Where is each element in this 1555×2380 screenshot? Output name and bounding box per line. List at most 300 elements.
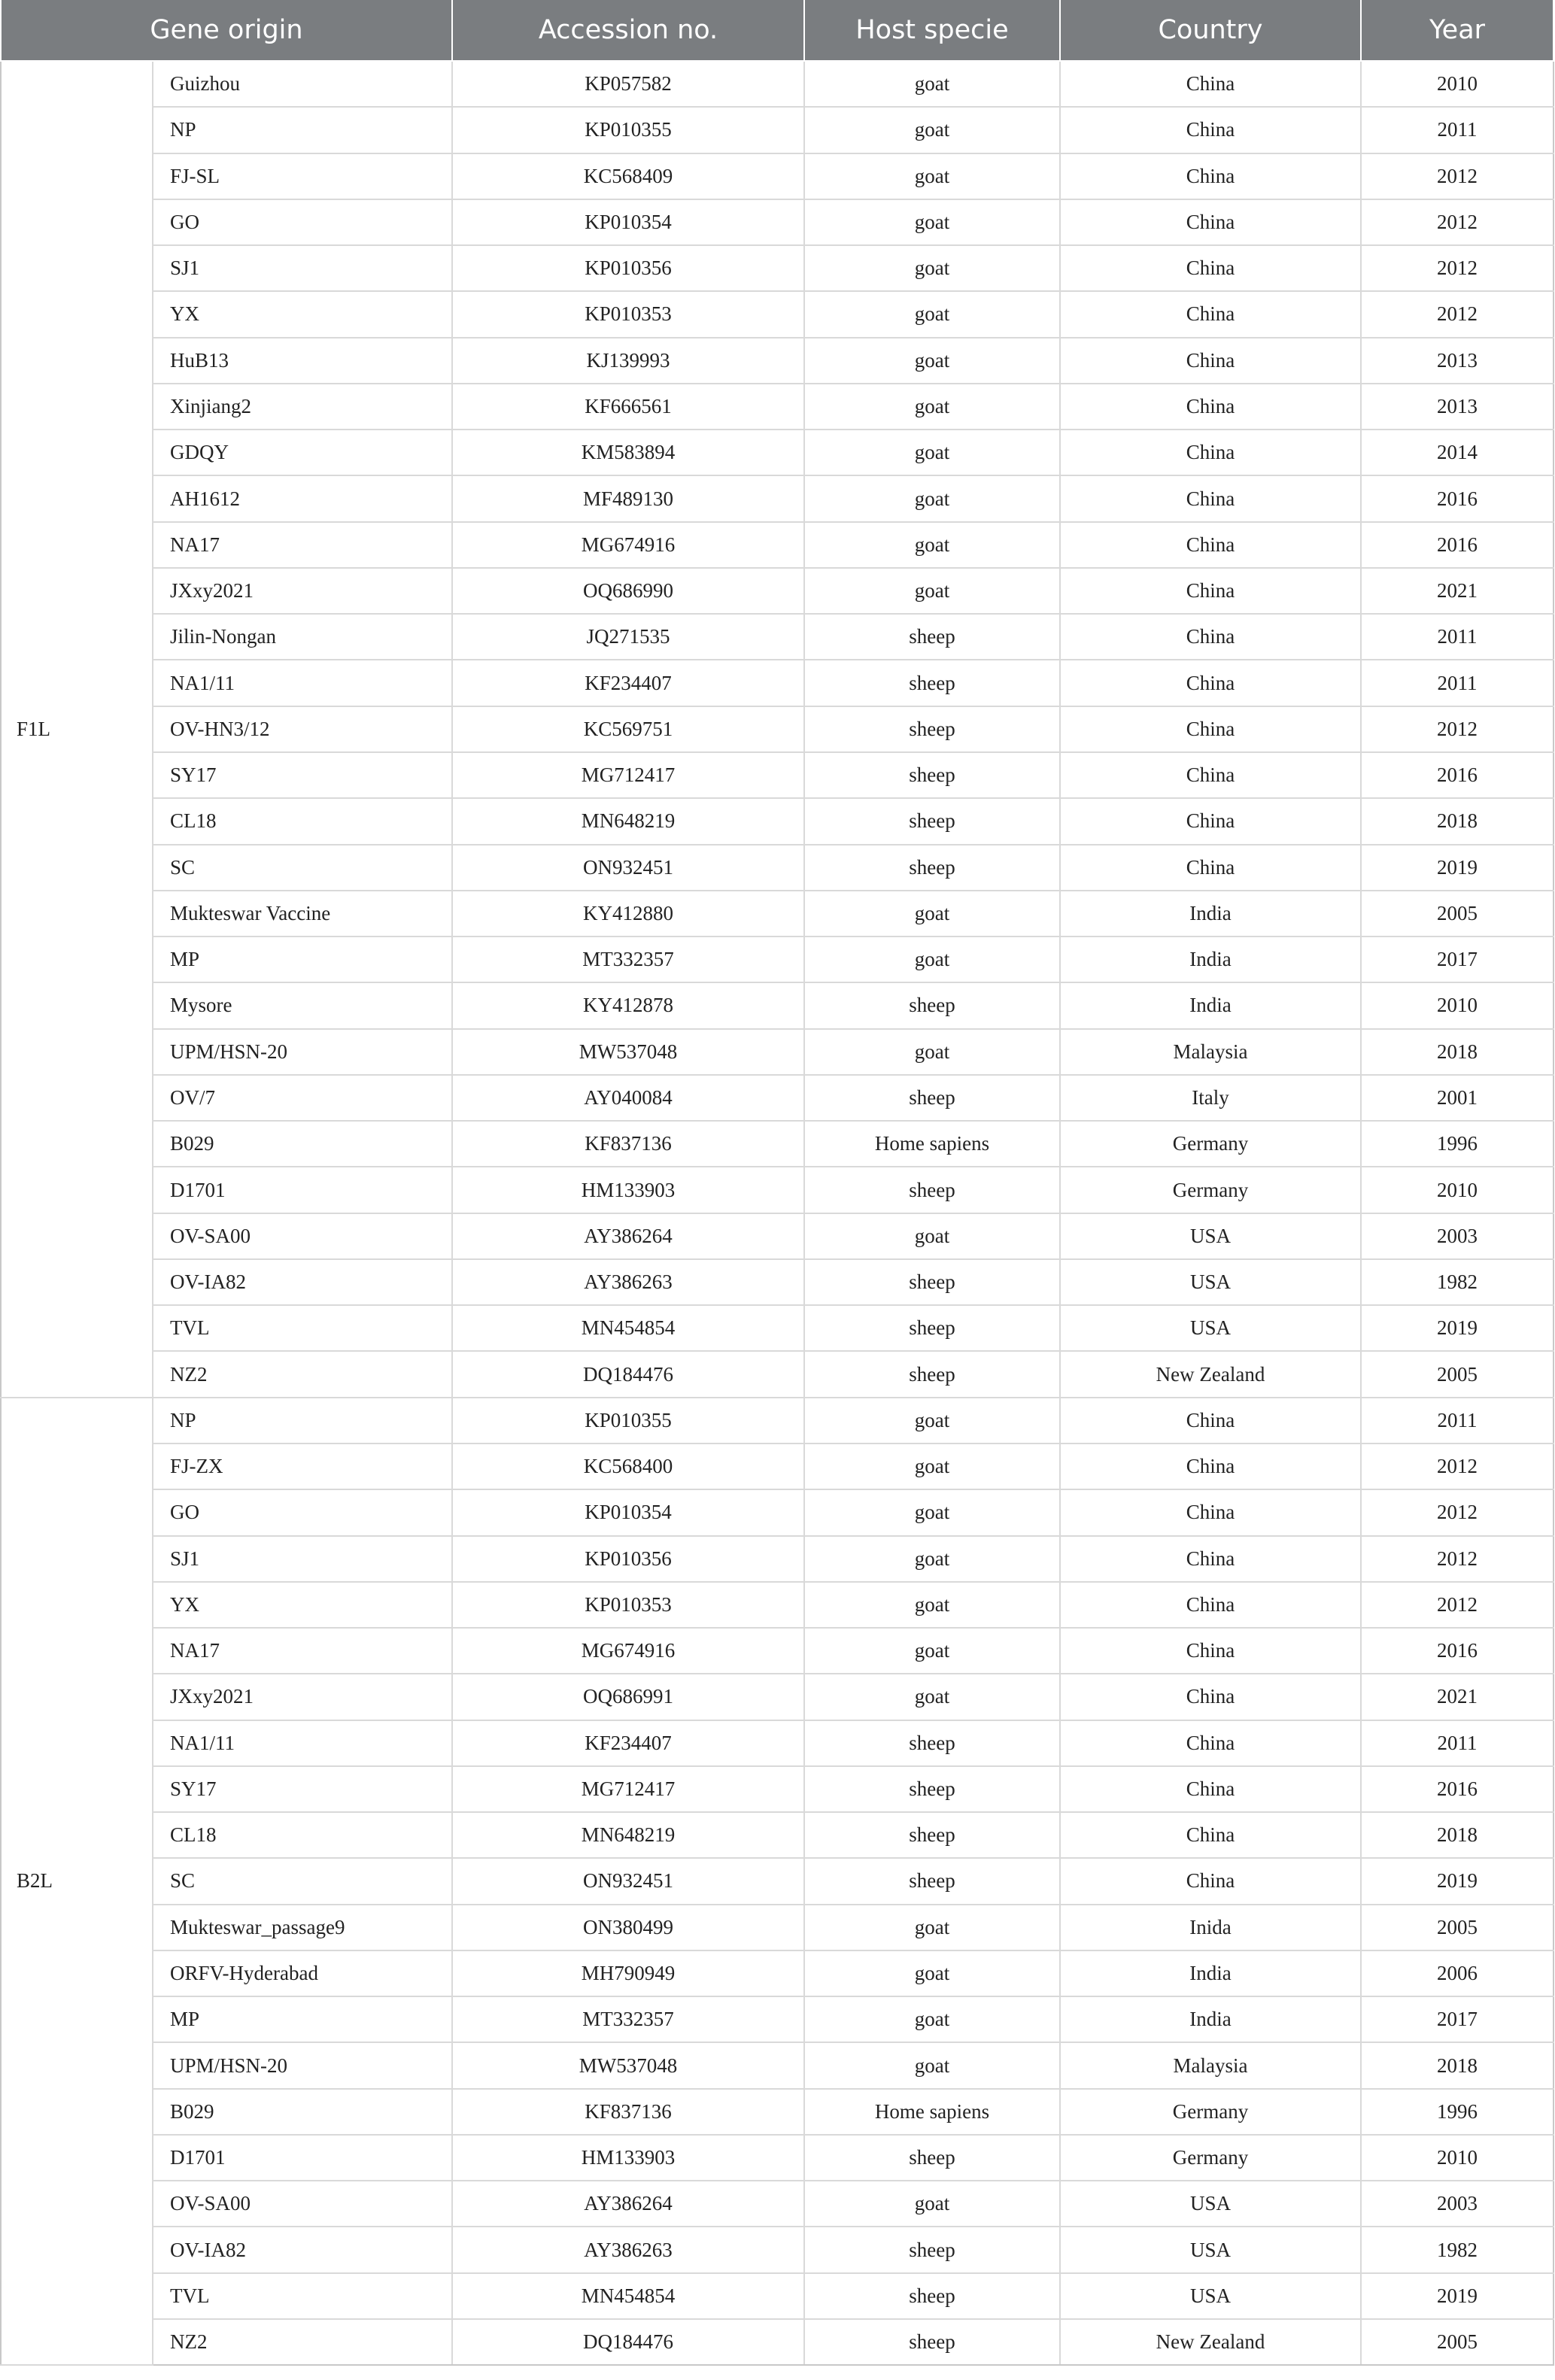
cell-accession-no: KC569751 [452,706,804,752]
cell-host-specie: Home sapiens [804,2089,1060,2135]
header-year: Year [1361,0,1553,61]
cell-year: 2010 [1361,982,1553,1028]
cell-year: 2016 [1361,752,1553,798]
cell-accession-no: KP010353 [452,1582,804,1628]
cell-strain-name: FJ-ZX [153,1443,452,1489]
cell-accession-no: MW537048 [452,2042,804,2088]
table-row [1,798,1553,844]
table-row [1,1075,1553,1121]
table-row [1,706,1553,752]
cell-country: India [1060,1950,1361,1996]
cell-accession-no: MN648219 [452,798,804,844]
cell-host-specie: goat [804,568,1060,614]
table-row [1,107,1553,153]
cell-accession-no: KY412880 [452,891,804,937]
cell-accession-no: MG712417 [452,752,804,798]
cell-accession-no: MW537048 [452,1029,804,1075]
cell-country: China [1060,522,1361,568]
cell-host-specie: goat [804,430,1060,475]
cell-host-specie: sheep [804,2319,1060,2365]
cell-host-specie: goat [804,1443,1060,1489]
cell-strain-name: OV-SA00 [153,1213,452,1259]
table-header [1,0,1553,61]
cell-accession-no: KF837136 [452,1121,804,1167]
table-row [1,982,1553,1028]
cell-country: USA [1060,2227,1361,2272]
cell-strain-name: GO [153,199,452,245]
cell-host-specie: sheep [804,706,1060,752]
cell-accession-no: OQ686990 [452,568,804,614]
cell-strain-name: TVL [153,1305,452,1351]
cell-strain-name: B029 [153,2089,452,2135]
cell-accession-no: AY386264 [452,2181,804,2227]
table-row [1,2319,1553,2365]
cell-country: China [1060,107,1361,153]
cell-host-specie: sheep [804,1858,1060,1904]
cell-year: 2005 [1361,1905,1553,1950]
cell-country: China [1060,1720,1361,1766]
cell-country: Malaysia [1060,1029,1361,1075]
cell-year: 2018 [1361,2042,1553,2088]
cell-accession-no: KF837136 [452,2089,804,2135]
cell-country: China [1060,61,1361,107]
cell-accession-no: KJ139993 [452,338,804,384]
cell-host-specie: sheep [804,798,1060,844]
cell-accession-no: MT332357 [452,1996,804,2042]
cell-strain-name: ORFV-Hyderabad [153,1950,452,1996]
cell-strain-name: SY17 [153,752,452,798]
cell-country: USA [1060,1305,1361,1351]
header-accession-no: Accession no. [452,0,804,61]
cell-host-specie: goat [804,1996,1060,2042]
table-row [1,614,1553,660]
cell-country: China [1060,338,1361,384]
cell-year: 2016 [1361,475,1553,521]
cell-strain-name: SC [153,1858,452,1904]
table-row [1,522,1553,568]
cell-year: 2011 [1361,614,1553,660]
cell-host-specie: goat [804,1213,1060,1259]
cell-host-specie: sheep [804,2227,1060,2272]
cell-accession-no: ON932451 [452,1858,804,1904]
cell-year: 2021 [1361,1674,1553,1720]
cell-accession-no: KP010356 [452,1536,804,1582]
cell-host-specie: goat [804,1628,1060,1674]
cell-host-specie: goat [804,338,1060,384]
cell-host-specie: goat [804,522,1060,568]
cell-strain-name: Jilin-Nongan [153,614,452,660]
cell-year: 2010 [1361,61,1553,107]
cell-host-specie: goat [804,291,1060,337]
cell-strain-name: YX [153,1582,452,1628]
table-row [1,937,1553,982]
table-row [1,2227,1553,2272]
table-row [1,1582,1553,1628]
cell-country: Italy [1060,1075,1361,1121]
cell-year: 2013 [1361,384,1553,430]
table-row [1,61,1553,107]
cell-country: China [1060,1766,1361,1812]
cell-accession-no: KP010356 [452,245,804,291]
cell-host-specie: goat [804,2181,1060,2227]
cell-strain-name: CL18 [153,1812,452,1858]
cell-country: China [1060,1812,1361,1858]
table-row [1,199,1553,245]
cell-host-specie: goat [804,1536,1060,1582]
cell-accession-no: KF666561 [452,384,804,430]
cell-country: China [1060,291,1361,337]
cell-strain-name: Xinjiang2 [153,384,452,430]
cell-strain-name: NA17 [153,1628,452,1674]
cell-host-specie: sheep [804,982,1060,1028]
cell-country: China [1060,430,1361,475]
table-row [1,291,1553,337]
cell-accession-no: KF234407 [452,1720,804,1766]
table-row [1,1674,1553,1720]
cell-year: 2001 [1361,1075,1553,1121]
cell-host-specie: sheep [804,660,1060,706]
table-row [1,1858,1553,1904]
cell-accession-no: KP010355 [452,107,804,153]
cell-host-specie: goat [804,245,1060,291]
cell-year: 2011 [1361,660,1553,706]
cell-country: China [1060,660,1361,706]
cell-year: 2012 [1361,245,1553,291]
cell-strain-name: NP [153,107,452,153]
cell-strain-name: Mysore [153,982,452,1028]
cell-strain-name: GDQY [153,430,452,475]
table-row [1,2273,1553,2319]
cell-accession-no: MN454854 [452,1305,804,1351]
cell-strain-name: HuB13 [153,338,452,384]
table-row [1,1398,1553,1443]
cell-accession-no: AY386263 [452,2227,804,2272]
table-row [1,1536,1553,1582]
cell-country: Germany [1060,1167,1361,1213]
cell-host-specie: goat [804,1582,1060,1628]
cell-year: 2011 [1361,1720,1553,1766]
cell-accession-no: KP010354 [452,1489,804,1535]
cell-country: China [1060,845,1361,891]
cell-year: 2012 [1361,199,1553,245]
cell-year: 2012 [1361,1536,1553,1582]
cell-strain-name: OV-IA82 [153,1259,452,1305]
cell-accession-no: AY386263 [452,1259,804,1305]
cell-strain-name: NZ2 [153,2319,452,2365]
cell-host-specie: sheep [804,2273,1060,2319]
cell-strain-name: OV-SA00 [153,2181,452,2227]
cell-year: 2012 [1361,153,1553,199]
cell-country: USA [1060,1213,1361,1259]
table-row [1,430,1553,475]
cell-strain-name: MP [153,937,452,982]
cell-country: China [1060,384,1361,430]
cell-year: 2018 [1361,1812,1553,1858]
cell-country: China [1060,1674,1361,1720]
cell-accession-no: ON932451 [452,845,804,891]
cell-country: New Zealand [1060,1351,1361,1397]
cell-year: 2014 [1361,430,1553,475]
cell-year: 1996 [1361,2089,1553,2135]
cell-strain-name: FJ-SL [153,153,452,199]
cell-accession-no: AY040084 [452,1075,804,1121]
table-row [1,245,1553,291]
cell-host-specie: goat [804,199,1060,245]
table-row [1,1489,1553,1535]
cell-year: 2012 [1361,291,1553,337]
cell-strain-name: SC [153,845,452,891]
cell-country: China [1060,1398,1361,1443]
table-row [1,1996,1553,2042]
table-row [1,153,1553,199]
cell-accession-no: HM133903 [452,1167,804,1213]
table-row [1,1766,1553,1812]
cell-country: China [1060,1489,1361,1535]
cell-accession-no: OQ686991 [452,1674,804,1720]
cell-host-specie: sheep [804,1259,1060,1305]
cell-accession-no: MF489130 [452,475,804,521]
cell-country: China [1060,1443,1361,1489]
table-row [1,1628,1553,1674]
cell-year: 1982 [1361,1259,1553,1305]
cell-host-specie: goat [804,1489,1060,1535]
cell-country: China [1060,1536,1361,1582]
cell-year: 2010 [1361,2135,1553,2181]
cell-host-specie: goat [804,475,1060,521]
cell-country: Germany [1060,2135,1361,2181]
cell-year: 2017 [1361,937,1553,982]
cell-strain-name: NA1/11 [153,660,452,706]
cell-accession-no: KF234407 [452,660,804,706]
table-row [1,1720,1553,1766]
cell-accession-no: DQ184476 [452,2319,804,2365]
cell-year: 2005 [1361,1351,1553,1397]
cell-country: China [1060,199,1361,245]
table-row [1,752,1553,798]
cell-year: 2021 [1361,568,1553,614]
cell-strain-name: NZ2 [153,1351,452,1397]
cell-strain-name: OV-IA82 [153,2227,452,2272]
cell-year: 2011 [1361,107,1553,153]
cell-country: USA [1060,1259,1361,1305]
cell-host-specie: sheep [804,614,1060,660]
cell-accession-no: KP010355 [452,1398,804,1443]
cell-strain-name: Guizhou [153,61,452,107]
cell-country: India [1060,937,1361,982]
cell-year: 2012 [1361,1489,1553,1535]
table-row [1,1029,1553,1075]
cell-strain-name: OV/7 [153,1075,452,1121]
cell-host-specie: sheep [804,1812,1060,1858]
cell-accession-no: KY412878 [452,982,804,1028]
cell-accession-no: KP010353 [452,291,804,337]
table-row [1,338,1553,384]
cell-country: China [1060,614,1361,660]
cell-country: Malaysia [1060,2042,1361,2088]
cell-accession-no: KC568409 [452,153,804,199]
table-row [1,660,1553,706]
header-gene-origin: Gene origin [1,0,452,61]
cell-country: China [1060,1628,1361,1674]
cell-year: 2005 [1361,891,1553,937]
cell-year: 2019 [1361,1305,1553,1351]
table-row [1,2042,1553,2088]
cell-strain-name: OV-HN3/12 [153,706,452,752]
cell-host-specie: sheep [804,845,1060,891]
cell-year: 2019 [1361,845,1553,891]
header-host-specie: Host specie [804,0,1060,61]
cell-accession-no: ON380499 [452,1905,804,1950]
cell-country: USA [1060,2273,1361,2319]
cell-host-specie: sheep [804,1766,1060,1812]
table-row [1,845,1553,891]
cell-host-specie: sheep [804,1351,1060,1397]
cell-year: 2017 [1361,1996,1553,2042]
cell-accession-no: KP010354 [452,199,804,245]
cell-year: 2005 [1361,2319,1553,2365]
table-row [1,1351,1553,1397]
table-row [1,891,1553,937]
cell-host-specie: goat [804,2042,1060,2088]
cell-strain-name: MP [153,1996,452,2042]
cell-accession-no: MN648219 [452,1812,804,1858]
table-row [1,1259,1553,1305]
header-country: Country [1060,0,1361,61]
cell-year: 1982 [1361,2227,1553,2272]
cell-host-specie: goat [804,1029,1060,1075]
cell-country: USA [1060,2181,1361,2227]
cell-host-specie: goat [804,61,1060,107]
cell-country: Inida [1060,1905,1361,1950]
cell-strain-name: Mukteswar_passage9 [153,1905,452,1950]
cell-host-specie: goat [804,1950,1060,1996]
cell-accession-no: MG674916 [452,522,804,568]
cell-accession-no: HM133903 [452,2135,804,2181]
cell-strain-name: B029 [153,1121,452,1167]
cell-strain-name: AH1612 [153,475,452,521]
cell-country: China [1060,153,1361,199]
table-row [1,2181,1553,2227]
cell-host-specie: goat [804,107,1060,153]
cell-host-specie: goat [804,891,1060,937]
cell-year: 2012 [1361,1443,1553,1489]
cell-accession-no: KM583894 [452,430,804,475]
cell-strain-name: SY17 [153,1766,452,1812]
cell-country: China [1060,798,1361,844]
cell-host-specie: goat [804,1905,1060,1950]
cell-accession-no: MT332357 [452,937,804,982]
cell-country: China [1060,568,1361,614]
table-row [1,1305,1553,1351]
cell-strain-name: Mukteswar Vaccine [153,891,452,937]
cell-year: 2010 [1361,1167,1553,1213]
cell-year: 2016 [1361,1628,1553,1674]
table-row [1,384,1553,430]
cell-host-specie: goat [804,1398,1060,1443]
cell-country: China [1060,475,1361,521]
cell-country: India [1060,1996,1361,2042]
cell-strain-name: UPM/HSN-20 [153,1029,452,1075]
cell-year: 2006 [1361,1950,1553,1996]
cell-country: China [1060,752,1361,798]
cell-accession-no: MH790949 [452,1950,804,1996]
cell-host-specie: goat [804,153,1060,199]
cell-strain-name: NA1/11 [153,1720,452,1766]
cell-strain-name: SJ1 [153,245,452,291]
cell-host-specie: goat [804,384,1060,430]
cell-accession-no: KP057582 [452,61,804,107]
cell-country: India [1060,891,1361,937]
cell-strain-name: GO [153,1489,452,1535]
cell-country: Germany [1060,2089,1361,2135]
gene-group-label: F1L [1,61,153,1398]
table-row [1,1443,1553,1489]
cell-strain-name: TVL [153,2273,452,2319]
cell-host-specie: sheep [804,1720,1060,1766]
cell-country: New Zealand [1060,2319,1361,2365]
table-row [1,475,1553,521]
cell-accession-no: AY386264 [452,1213,804,1259]
cell-strain-name: YX [153,291,452,337]
cell-strain-name: NA17 [153,522,452,568]
cell-year: 2012 [1361,1582,1553,1628]
cell-host-specie: sheep [804,1075,1060,1121]
cell-year: 2019 [1361,2273,1553,2319]
cell-strain-name: D1701 [153,1167,452,1213]
cell-year: 2012 [1361,706,1553,752]
table-row [1,2089,1553,2135]
cell-accession-no: MG674916 [452,1628,804,1674]
header-row [1,0,1553,61]
table-row [1,1905,1553,1950]
table-row [1,568,1553,614]
cell-year: 2018 [1361,798,1553,844]
table-row [1,2135,1553,2181]
cell-accession-no: MN454854 [452,2273,804,2319]
cell-country: China [1060,706,1361,752]
cell-country: China [1060,1858,1361,1904]
cell-year: 1996 [1361,1121,1553,1167]
cell-country: India [1060,982,1361,1028]
table-row [1,1167,1553,1213]
cell-country: Germany [1060,1121,1361,1167]
cell-host-specie: goat [804,937,1060,982]
table-row [1,1812,1553,1858]
cell-country: China [1060,245,1361,291]
cell-year: 2003 [1361,1213,1553,1259]
cell-host-specie: goat [804,1674,1060,1720]
table-row [1,1950,1553,1996]
cell-year: 2016 [1361,1766,1553,1812]
cell-strain-name: SJ1 [153,1536,452,1582]
cell-strain-name: JXxy2021 [153,1674,452,1720]
table-row [1,1213,1553,1259]
cell-accession-no: DQ184476 [452,1351,804,1397]
cell-year: 2018 [1361,1029,1553,1075]
cell-strain-name: JXxy2021 [153,568,452,614]
cell-host-specie: sheep [804,2135,1060,2181]
cell-host-specie: sheep [804,752,1060,798]
cell-host-specie: sheep [804,1305,1060,1351]
table-body [1,61,1553,2365]
cell-strain-name: NP [153,1398,452,1443]
cell-year: 2013 [1361,338,1553,384]
gene-group-label: B2L [1,1398,153,2366]
cell-host-specie: sheep [804,1167,1060,1213]
cell-accession-no: KC568400 [452,1443,804,1489]
cell-strain-name: UPM/HSN-20 [153,2042,452,2088]
cell-host-specie: Home sapiens [804,1121,1060,1167]
